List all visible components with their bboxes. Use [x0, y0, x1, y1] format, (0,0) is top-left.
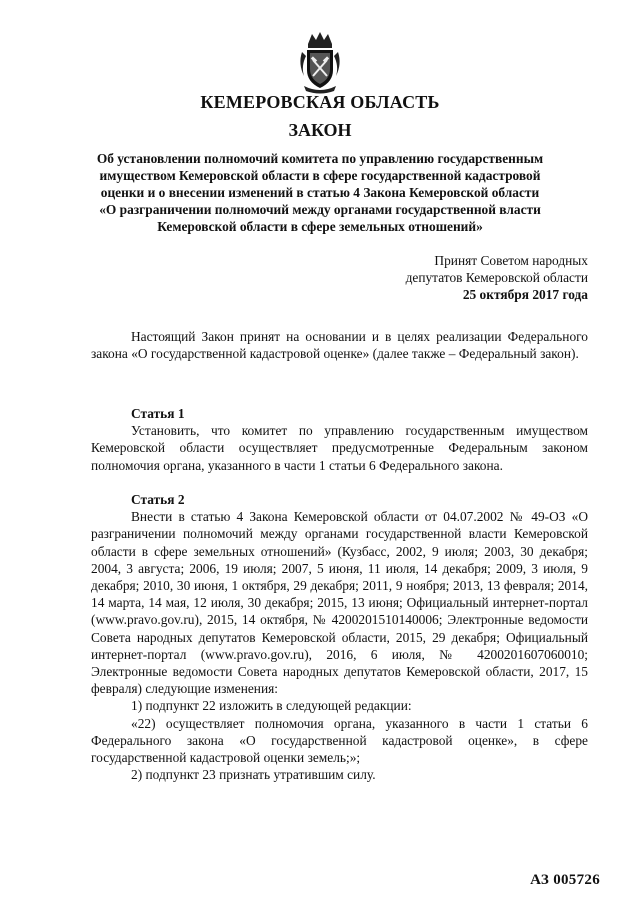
law-title-line: Об установлении полномочий комитета по управлению государственным — [96, 151, 544, 166]
article-1 — [91, 405, 588, 474]
law-title-line: «О разграничении полномочий между органами государственной власти — [99, 202, 541, 217]
article-1-text: Установить, что комитет по управлению государственным имуществом Кемеровской области осуществляет предусмотренные Федеральным законом полномочия органа, указанного в части 1 статьи 6 Федерального закона. — [91, 423, 588, 473]
article-2-item-2: 2) подпункт 23 признать утратившим силу. — [131, 767, 376, 783]
preamble-block — [91, 328, 588, 362]
article-2 — [91, 491, 588, 783]
law-title-line: Кемеровской области в сфере земельных отношений» — [157, 219, 483, 234]
adoption-line: Принят Советом народных — [434, 253, 588, 268]
article-2-heading: Статья 2 — [131, 492, 185, 507]
preamble-paragraph: Настоящий Закон принят на основании и в целях реализации Федерального закона «О государственной кадастровой оценке» (далее также – Федеральный закон). — [91, 329, 588, 362]
region-heading: КЕМЕРОВСКАЯ ОБЛАСТЬ — [200, 92, 440, 112]
article-2-item-1: 1) подпункт 22 изложить в следующей редакции: — [131, 698, 412, 714]
adoption-date: 25 октября 2017 года — [462, 287, 588, 302]
article-2-item-1-text: «22) осуществляет полномочия органа, указанного в части 1 статьи 6 Федерального закона «О государственной кадастровой оценке», в сфере государственной кадастровой оценки земель;»; — [91, 715, 588, 766]
document-type-heading: ЗАКОН — [288, 120, 352, 140]
law-title-line: имуществом Кемеровской области в сфере государственной кадастровой — [99, 168, 541, 183]
article-2-intro: Внести в статью 4 Закона Кемеровской области от 04.07.2002 № 49-ОЗ «О разграничении полномочий между органами государственной власти Кемеровской области в сфере земельных отношений» (Кузбасс, 2002, 9 июля; 2003, 30 декабря; 2004, 3 августа; 2006, 19 июля; 2007, 5 июня, 11 июля, 14 декабря; 2009, 3 июля, 9 декабря; 2010, 30 июня, 1 октября, 29 декабря; 2011, 9 ноября; 2013, 13 февраля; 2014, 14 марта, 14 мая, 12 июля, 30 декабря; 2015, 13 июня; Официальный интернет-портал (www.pravo.gov.ru), 2015, 14 октября, № 4200201510140006; Электронные ведомости Совета народных депутатов Кемеровской области, 2015, 29 декабря; Официальный интернет-портал (www.pravo.gov.ru), 2016, 6 июля, № 4200201607060010; Электронные ведомости Совета народных депутатов Кемеровской области, 2017, 15 февраля) следующие изменения: — [91, 509, 588, 697]
coat-of-arms-icon — [298, 30, 342, 94]
law-title-line: оценки и о внесении изменений в статью 4 Закона Кемеровской области — [100, 185, 540, 200]
law-title — [80, 150, 560, 235]
adoption-line: депутатов Кемеровской области — [405, 270, 588, 285]
article-1-heading: Статья 1 — [131, 406, 185, 421]
adoption-block — [406, 252, 588, 303]
form-serial-number: АЗ 005726 — [530, 872, 600, 888]
